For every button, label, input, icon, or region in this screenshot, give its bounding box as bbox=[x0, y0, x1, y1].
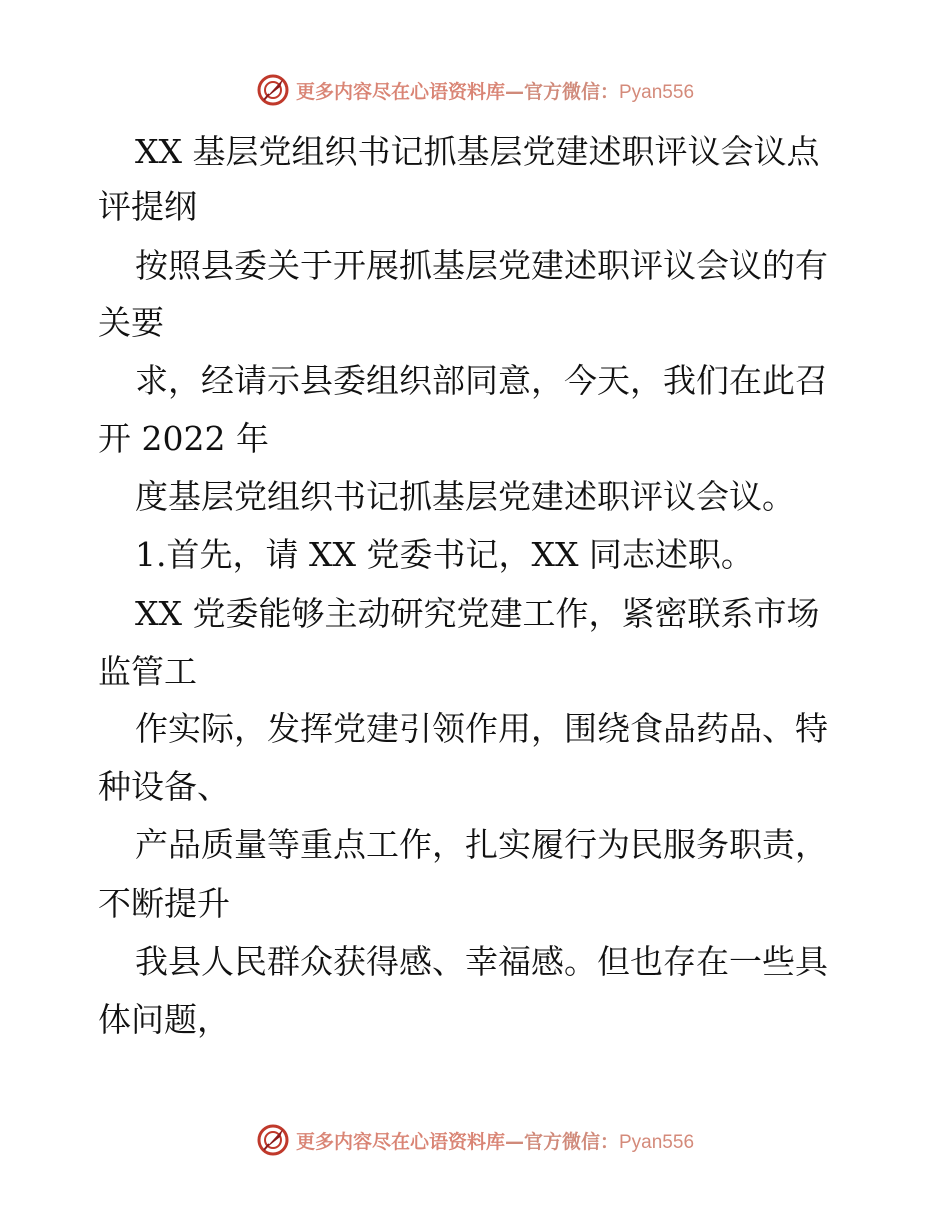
text-line: 体问题， bbox=[98, 1000, 230, 1039]
watermark-brand: 更多内容尽在心语资料库 bbox=[295, 80, 505, 103]
footer-watermark bbox=[0, 1120, 950, 1160]
watermark-brand: 更多内容尽在心语资料库 bbox=[295, 1130, 505, 1153]
quill-logo-icon bbox=[256, 1123, 290, 1157]
watermark-handle: Pyan556 bbox=[619, 1131, 695, 1153]
text-line: 关要 bbox=[98, 303, 164, 342]
text-line: 1.首先，请 XX 党委书记，XX 同志述职。 bbox=[135, 535, 754, 574]
text-line: 产品质量等重点工作，扎实履行为民服务职责， bbox=[135, 825, 828, 864]
text-line: 度基层党组织书记抓基层党建述职评议会议。 bbox=[135, 477, 795, 516]
text-line: 求，经请示县委组织部同意，今天，我们在此召 bbox=[135, 361, 828, 400]
watermark-dash: — bbox=[504, 1130, 524, 1153]
header-watermark bbox=[0, 70, 950, 110]
text-line: 评提纲 bbox=[98, 187, 197, 226]
text-line: 按照县委关于开展抓基层党建述职评议会议的有 bbox=[135, 246, 828, 285]
text-line: 作实际，发挥党建引领作用，围绕食品药品、特 bbox=[135, 709, 828, 748]
quill-logo-icon bbox=[256, 73, 290, 107]
text-line: 种设备、 bbox=[98, 767, 230, 806]
watermark-text bbox=[296, 77, 694, 104]
watermark-handle: Pyan556 bbox=[619, 81, 695, 103]
watermark-official-label: 官方微信： bbox=[523, 1130, 619, 1153]
text-line: XX 基层党组织书记抓基层党建述职评议会议点 bbox=[135, 132, 820, 171]
watermark-dash: — bbox=[504, 80, 524, 103]
text-line: 不断提升 bbox=[98, 884, 230, 923]
watermark-official-label: 官方微信： bbox=[523, 80, 619, 103]
watermark-text bbox=[296, 1127, 694, 1154]
text-line: 开 2022 年 bbox=[98, 419, 269, 458]
text-line: 监管工 bbox=[98, 652, 197, 691]
text-line: XX 党委能够主动研究党建工作，紧密联系市场 bbox=[135, 594, 820, 633]
text-line: 我县人民群众获得感、幸福感。但也存在一些具 bbox=[135, 942, 828, 981]
